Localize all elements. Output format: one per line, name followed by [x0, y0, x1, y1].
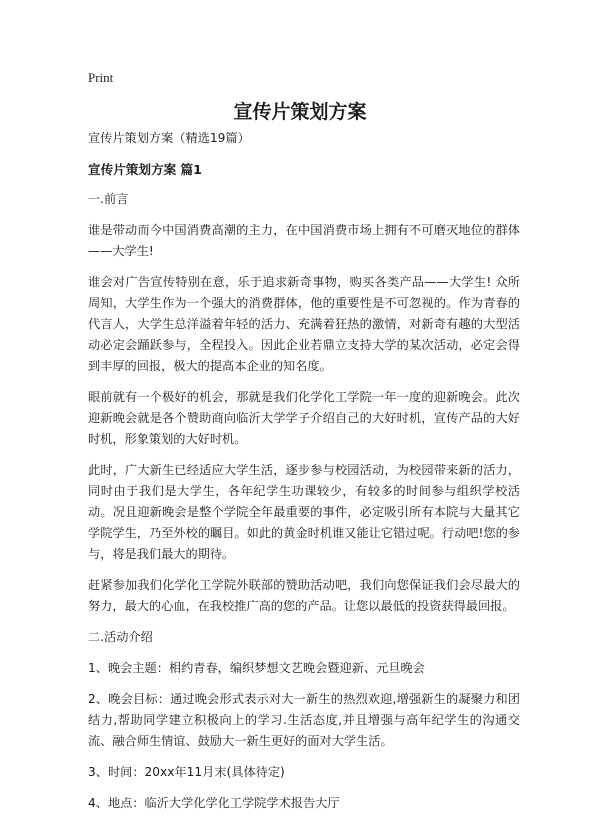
- paragraph: 此时，广大新生已经适应大学生活，逐步参与校园活动，为校园带来新的活力，同时由于我们是大学生，各年纪学生功课较少，有较多的时间参与组织学校活动。况且迎新晚会是整个学院全年最重要的事件，必定吸引所有本院与大量其它学院学生，乃至外校的瞩目。如此的黄金时机谁又能让它错过呢。行动吧!您的参与，将是我们最大的期待。: [88, 463, 520, 561]
- document-body: [88, 128, 520, 824]
- list-item: 2、晚会目标：通过晚会形式表示对大一新生的热烈欢迎,增强新生的凝聚力和团结力,帮助同学建立积极向上的学习.生活态度,并且增强与高年纪学生的沟通交流、融合师生情谊、鼓励大一新生更好的面对大学生活。: [88, 692, 520, 748]
- list-item: 1、晚会主题：相约青春，编织梦想文艺晚会暨迎新、元旦晚会: [88, 661, 425, 675]
- paragraph: 眼前就有一个极好的机会，那就是我们化学化工学院一年一度的迎新晚会。此次迎新晚会就是各个赞助商向临沂大学学子介绍自己的大好时机，宣传产品的大好时机，形象策划的大好时机。: [88, 390, 520, 446]
- paragraph: 谁会对广告宣传特别在意，乐于追求新奇事物，购买各类产品——大学生! 众所周知，大学生作为一个强大的消费群体，他的重要性是不可忽视的。作为青春的代言人，大学生总洋溢着年轻的活力、充满着狂热的激情，对新奇有趣的大型活动必定会踊跃参与，全程投入。因此企业若鼎立支持大学的某次活动，必定会得到丰厚的回报，极大的提高本企业的知名度。: [88, 275, 520, 373]
- document-subtitle: 宣传片策划方案（精选19篇）: [88, 131, 250, 145]
- list-item: 4、地点：临沂大学化学化工学院学术报告大厅: [88, 796, 340, 810]
- heading-activity-intro: 二.活动介绍: [88, 630, 153, 644]
- paragraph: 赶紧参加我们化学化工学院外联部的赞助活动吧，我们向您保证我们会尽最大的努力，最大的心血，在我校推广高的您的产品。让您以最低的投资获得最回报。: [88, 578, 520, 613]
- list-item: 3、时间：20xx年11月末(具体待定): [88, 765, 285, 779]
- heading-preface: 一.前言: [88, 192, 129, 206]
- paragraph: 谁是带动而今中国消费高潮的主力，在中国消费市场上拥有不可磨灭地位的群体——大学生!: [88, 223, 520, 258]
- document-title: 宣传片策划方案: [233, 101, 367, 123]
- print-link[interactable]: Print: [88, 70, 114, 85]
- section-title: 宣传片策划方案 篇1: [88, 162, 202, 177]
